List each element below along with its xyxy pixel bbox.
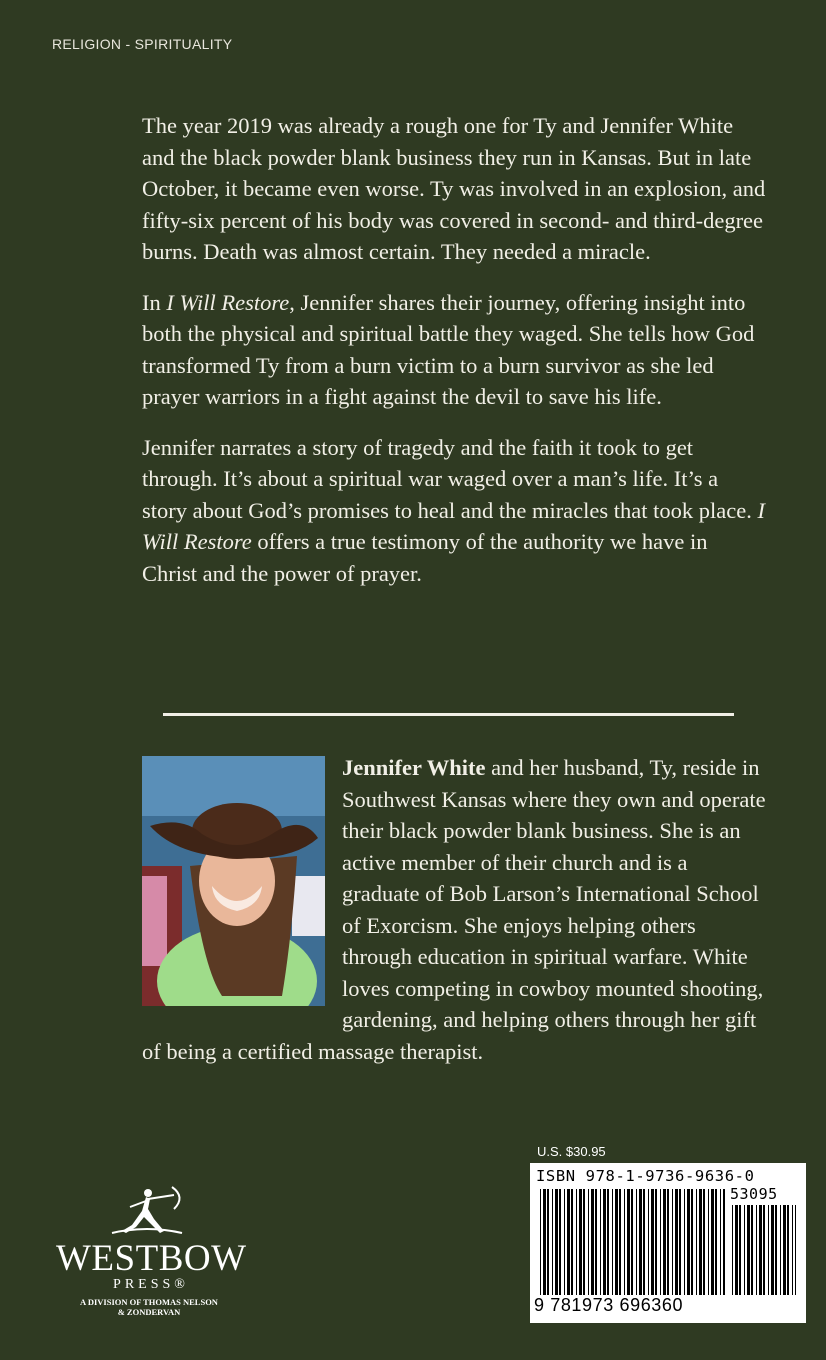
barcode-bar [555,1189,558,1295]
barcode-bar [639,1189,642,1295]
barcode-bar [588,1189,589,1295]
price-label: U.S. $30.95 [537,1144,606,1159]
barcode-bar [663,1189,666,1295]
barcode-bar [600,1189,601,1295]
barcode-bar [708,1189,709,1295]
book-blurb [142,110,766,608]
barcode-bar [751,1205,753,1295]
blurb-text: offers a true testimony of the authority we have in Christ and the power of prayer. [142,529,708,586]
barcode-bar [703,1189,705,1295]
barcode-bar [595,1189,597,1295]
barcode-bar [648,1189,649,1295]
isbn-text: ISBN 978-1-9736-9636-0 [536,1167,755,1185]
barcode-bar [763,1205,765,1295]
barcode-bars [540,1189,725,1295]
book-title: I Will Restore [166,289,290,315]
barcode-bar [711,1189,714,1295]
barcode-bar [543,1189,546,1295]
barcode-bar [723,1189,725,1295]
author-name: Jennifer White [342,755,486,780]
blurb-text: In [142,289,167,315]
barcode-bar [787,1205,789,1295]
isbn-barcode [530,1163,806,1323]
barcode-bar [684,1189,685,1295]
barcode-bar [643,1189,645,1295]
barcode-bar [567,1189,570,1295]
blurb-paragraph-3 [142,432,766,590]
author-bio [142,752,766,1067]
barcode-bar [547,1189,549,1295]
barcode-bar [615,1189,618,1295]
author-bio-text: and her husband, Ty, reside in Southwest Kansas where they own and operate their black powder blank business. She is an active member of their church and is a graduate of Bob Larson’s International School of Exorcism. She enjoys helping others through education in spiritual warfare. White loves competing in cowboy mounted shooting, gardening, and helping others through her gift of being a certified massage therapist. [142,755,766,1064]
price-code: 53095 [730,1185,778,1203]
barcode-bar [792,1205,793,1295]
barcode-bar [759,1205,762,1295]
barcode-bar [636,1189,637,1295]
barcode-bar [756,1205,757,1295]
barcode-bar [768,1205,769,1295]
blurb-text: , Jennifer shares their journey, offering insight into both the physical and spiritual battle they waged. She tells how God transformed Ty from a burn victim to a burn survivor as she led prayer warriors in a fight against the devil to save his life. [142,289,755,409]
category-label: RELIGION - SPIRITUALITY [52,36,233,52]
publisher-logo [44,1185,254,1315]
barcode-bar [651,1189,654,1295]
barcode-bar [667,1189,669,1295]
barcode-bar [687,1189,690,1295]
barcode-bar [699,1189,702,1295]
divider [163,713,734,716]
barcode-bar [607,1189,609,1295]
blurb-paragraph-2 [142,287,766,413]
barcode-bar [603,1189,606,1295]
barcode-bar [624,1189,625,1295]
price-barcode-bars [732,1205,796,1295]
division-line-1: A DIVISION OF THOMAS NELSON [80,1297,218,1307]
barcode-bar [696,1189,697,1295]
book-title: I Will Restore [142,497,765,554]
publisher-division [44,1297,254,1317]
photo-spacer [142,752,342,1007]
barcode-bar [571,1189,573,1295]
barcode-bar [619,1189,621,1295]
barcode-bar [564,1189,565,1295]
division-line-2: & ZONDERVAN [117,1307,181,1317]
barcode-bar [631,1189,633,1295]
barcode-bar [660,1189,661,1295]
barcode-bar [627,1189,630,1295]
barcode-bar [559,1189,561,1295]
barcode-bar [583,1189,585,1295]
barcode-bar [579,1189,582,1295]
barcode-bar [775,1205,777,1295]
barcode-bar [795,1205,796,1295]
barcode-bar [612,1189,613,1295]
barcode-bar [732,1205,733,1295]
barcode-digits: 9 781973 696360 [534,1295,684,1315]
barcode-bar [675,1189,678,1295]
publisher-press: PRESS® [113,1277,189,1292]
blurb-text: Jennifer narrates a story of tragedy and the faith it took to get through. It’s about a spiritual war waged over a man’s life. It’s a story about God’s promises to heal and the miracles that took place. [142,434,758,523]
barcode-bar [540,1189,541,1295]
barcode-bar [591,1189,594,1295]
barcode-bar [739,1205,741,1295]
barcode-bar [720,1189,721,1295]
barcode-bar [771,1205,774,1295]
barcode-bar [747,1205,750,1295]
publisher-name: WESTBOW [56,1238,247,1279]
barcode-bar [655,1189,657,1295]
barcode-bar [672,1189,673,1295]
barcode-bar [691,1189,693,1295]
blurb-paragraph-1: The year 2019 was already a rough one for Ty and Jennifer White and the black powder blank business they run in Kansas. But in late October, it became even worse. Ty was involved in an explosion, and fifty-six percent of his body was covered in second- and third-degree burns. Death was almost certain. They needed a miracle. [142,113,766,264]
barcode-bar [679,1189,681,1295]
barcode-bar [552,1189,553,1295]
barcode-bar [576,1189,577,1295]
barcode-bar [780,1205,781,1295]
archer-icon [102,1185,192,1237]
barcode-bar [715,1189,717,1295]
barcode-bar [783,1205,786,1295]
barcode-bar [735,1205,738,1295]
barcode-bar [744,1205,745,1295]
